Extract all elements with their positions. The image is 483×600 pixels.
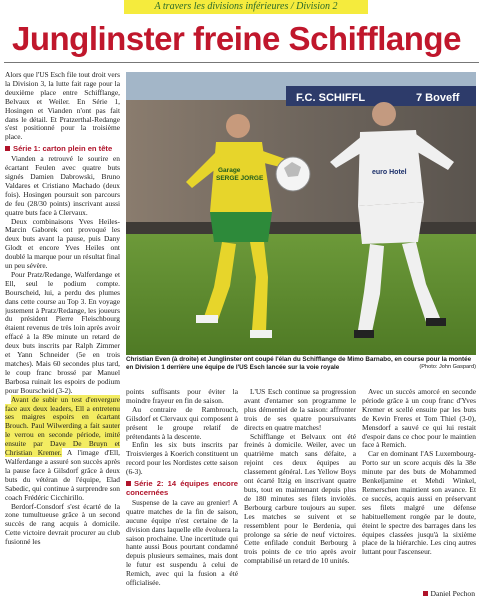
match-photo: [126, 72, 476, 355]
subheading-serie-2: Série 2: 14 équipes encore concernées: [126, 479, 238, 497]
paragraph: Deux combinaisons Yves Heiles-Marcin Gaborek ont provoqué les deux buts avant la pause, puis Dany Glodt et encore Yves Heiles ont doublé la marque pour un résultat final un peu sévère.: [5, 216, 120, 271]
svg-text:7 Boveff: 7 Boveff: [416, 92, 460, 104]
author-name: Daniel Pechon: [430, 589, 475, 598]
lead-paragraph: Alors que l'US Esch file tout droit vers la Division 3, la lutte fait rage pour la deuxième place entre Schifflange, Belvaux et Weiler. En Série 1, Hosingen et Vianden n'ont pas fait dans le détail. Et Pratzerthal-Redange s'est positionné pour la troisième place.: [5, 71, 120, 142]
header-divider: [4, 62, 479, 63]
paragraph: Schifflange et Belvaux ont été freinés à domicile. Weiler, avec un quatrième match sans défaite, a rejoint ces deux équipes au classement général. Les Yellow Boys ont écarté Itzig en inscrivant quatre buts, tout en maintenant depuis plus de 180 minutes ses filets inviolés. Berbourg carbure toujours au super. Les matches se suivent et se ressemblent pour le Berdenia, qui prolonge sa série de neuf victoires. Cette enfilade conduit Berbourg à trois points de ce trio après avoir comptabilisé un retard de 10 unités.: [244, 431, 356, 566]
bullet-square-icon: [423, 591, 428, 596]
article-headline: Junglinster freine Schifflange: [12, 20, 461, 57]
bullet-square-icon: [126, 481, 131, 486]
paragraph: Enfin les six buts inscrits par Troisvierges à Koerich constituent un record pour les Nordistes cette saison (6-3).: [126, 440, 238, 477]
subheading-serie-1: Série 1: carton plein en tête: [5, 145, 120, 154]
photo-caption: [126, 356, 476, 371]
article-column-2: [126, 388, 238, 598]
svg-text:Garage: Garage: [218, 167, 241, 174]
paragraph: L'US Esch continue sa progression avant d'entamer son programme le plus démentiel de la saison: affronter trois de ses quatre poursuivants directs en quatre matches!: [244, 388, 356, 432]
paragraph: Berdorf-Consdorf s'est écarté de la zone tumultueuse grâce à un second succès de rang acquis à domicile. Cette victoire devrait procurer au club fusionné les: [5, 501, 120, 547]
photo-credit: (Photo: John Gaspard): [419, 363, 476, 370]
article-column-1: [5, 71, 120, 598]
paragraph: points suffisants pour éviter la moindre frayeur en fin de saison.: [126, 388, 238, 405]
paragraph: Avec un succès amorcé en seconde période grâce à un coup franc d'Yves Kremer et scellé ensuite par les buts de Kevin Freres et Tom Thiel (3-0), Mensdorf a sauvé ce qui lui restait d'espoir dans ce choc pour le maintien face à Remich.: [362, 388, 476, 450]
paragraph: Vianden a retrouvé le sourire en écartant Feulen avec quatre buts signés Damien Dabrowski, Bruno Valdares et Cristiano Machado (deux fois). Hosingen poursuit son parcours de feu (28/30 points) inscrivant aussi quatre buts face à Clervaux.: [5, 154, 120, 217]
svg-text:SERGE JORGE: SERGE JORGE: [216, 175, 264, 182]
paragraph: Pour Pratz/Redange, Walferdange et Ell, seul le podium compte. Bourscheid, lui, a perdu des plumes dans cette course au Top 3. En voyage justement à Pratz/Redange, les joueurs du président Pierre Fleischbourg étaient revenus de très loin après avoir effacé à la 89e minute un retard de deux buts inscrits par Ralph Zimmer et Yann Schneider (5e en trois matches). Mais 60 secondes plus tard, le coup franc brossé par Manuel Barbosa ruinait les espoirs de podium pour Bourscheid (3-2).: [5, 269, 120, 395]
paragraph: Au contraire de Rambrouch, Gilsdorf et Clervaux qui composent à présent le groupe relatif de prétendants à la descente.: [126, 404, 238, 441]
paragraph: Suspense de la cave au grenier! A quatre matches de la fin de saison, aucune équipe n'est certaine de la division dans laquelle elle évoluera la saison prochaine. Une incertitude qui hante aussi Bous pourtant condamné depuis plusieurs semaines, mais dont le futur est suspendu à celui de Remich, avec qui la fusion a été officialisée.: [126, 497, 238, 588]
svg-text:euro Hotel: euro Hotel: [372, 169, 407, 176]
bullet-square-icon: [5, 146, 10, 151]
article-column-3: [244, 388, 356, 598]
highlighted-text: Avant de subir un test d'envergure face aux deux leaders, Ell a entretenu ses maigres espoirs en écartant Brouch. Paul Wilwerding a fait sauter le verrou en seconde période, imité ensuite par Dave De Bruyn et Christian Kremer.: [5, 394, 120, 458]
section-kicker: A travers les divisions inférieures / Division 2: [124, 0, 368, 14]
svg-text:F.C. SCHIFFL: F.C. SCHIFFL: [296, 92, 366, 104]
article-column-4: [362, 388, 476, 586]
caption-text: Christian Even (à droite) et Junglinster ont coupé l'élan du Schifflange de Mimo Barnabo, en course pour la montée en Division 1 derrière une équipe de l'US Esch lancée sur la voie royale: [126, 356, 472, 371]
paragraph: Car en dominant l'AS Luxembourg-Porto sur un score acquis dès la 38e minute par des buts de Mohammed Benkeljamine et Mehdi Winkel, Remerschen maintient son avance. Et ce succès, acquis aussi en préservant ses filets malgré une défense habituellement rongée par le doute, éteint le spectre des barrages dans les équipes classées jusqu'à la sixième place de la hiérarchie. Les cinq autres luttant pour l'ascenseur.: [362, 449, 476, 557]
author-signature: [423, 589, 476, 598]
paragraph-highlighted: Avant de subir un test d'envergure face aux deux leaders, Ell a entretenu ses maigres espoirs en écartant Brouch. Paul Wilwerding a fait sauter le verrou en seconde période, imité ensuite par Dave De Bruyn et Christian Kremer. A l'image d'Ell, Walferdange a assuré son succès après la pause face à Gilsdorf grâce à deux buts du vétéran de l'équipe, Elad Sabedic, qui continue à surprendre son coach Frédéric Cicchirillo.: [5, 394, 120, 502]
